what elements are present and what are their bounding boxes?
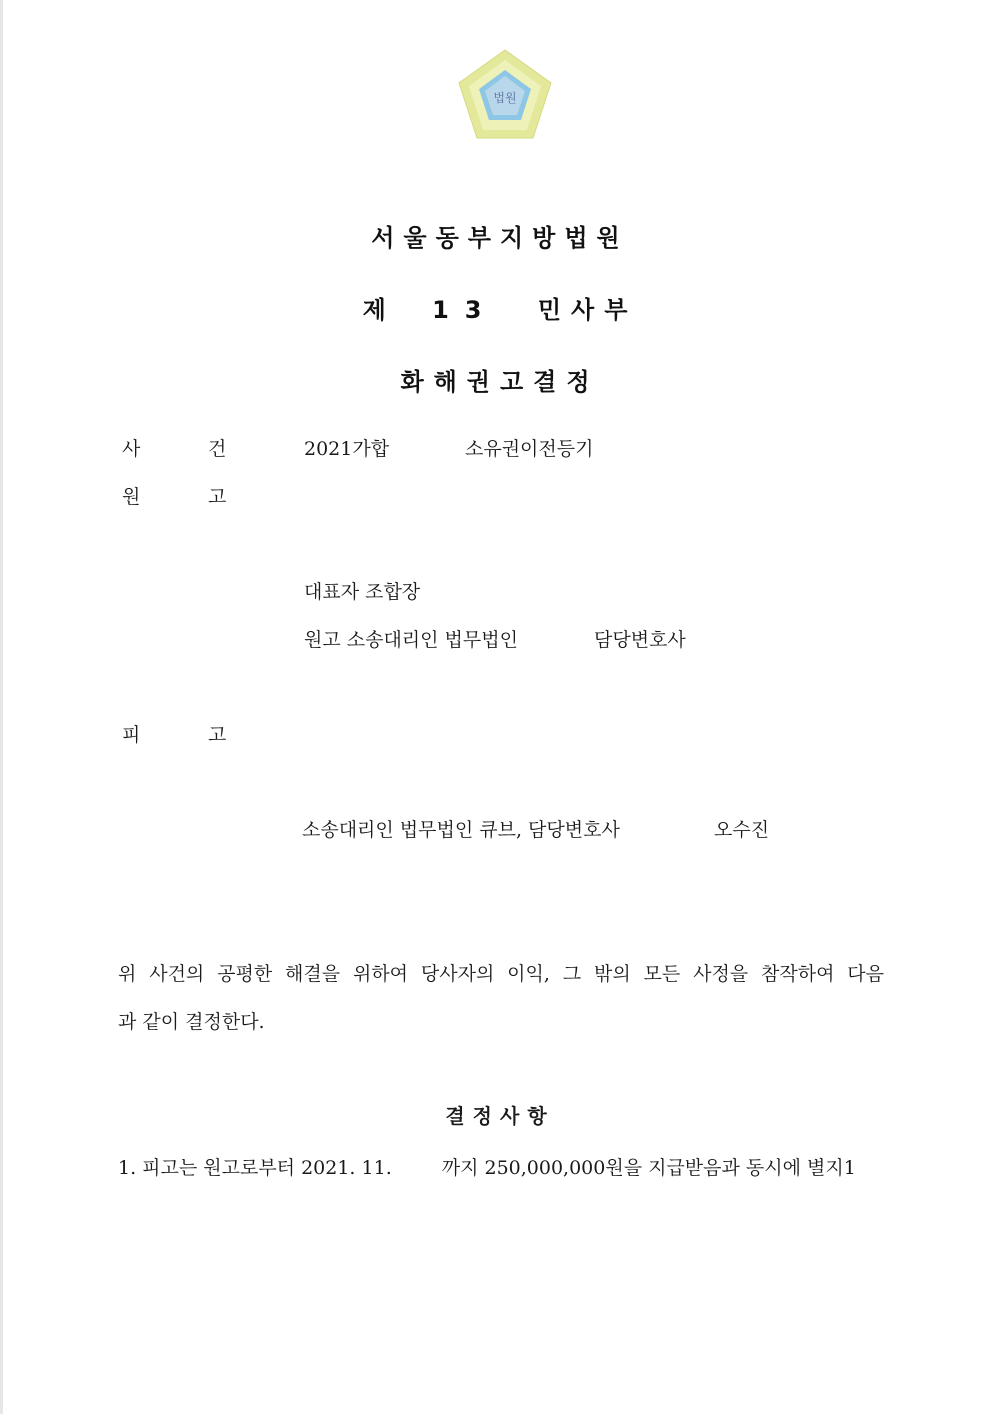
- page-left-edge: [0, 0, 3, 1414]
- defendant-counsel: 소송대리인 법무법인 큐브, 담당변호사: [302, 819, 620, 841]
- plaintiff-counsel: 원고 소송대리인 법무법인: [304, 629, 518, 651]
- case-number: 2021가합: [304, 438, 390, 460]
- division-name: 민사부: [537, 296, 638, 324]
- defendant-label-b: 고: [208, 724, 227, 746]
- case-name: 소유권이전등기: [465, 438, 594, 460]
- case-label-b: 건: [208, 438, 227, 460]
- court-name: 서울동부지방법원: [371, 224, 629, 252]
- plaintiff-representative: 대표자 조합장: [304, 581, 421, 603]
- document-title: 화해권고결정: [400, 368, 600, 396]
- division-prefix: 제: [362, 296, 386, 324]
- decision-heading: 결정사항: [445, 1104, 555, 1128]
- court-emblem-icon: [455, 46, 555, 146]
- defendant-label-a: 피: [122, 724, 141, 746]
- emblem-text: 법원: [493, 91, 517, 105]
- division-line: [0, 290, 1000, 325]
- decision-item-1: [118, 1153, 856, 1180]
- case-label-a: 사: [122, 438, 141, 460]
- body-paragraph-line-1: 위 사건의 공평한 해결을 위하여 당사자의 이익, 그 밖의 모든 사정을 참작하여 다음: [118, 963, 884, 985]
- defendant-lawyer: 오수진: [714, 819, 770, 841]
- plaintiff-label-b: 고: [208, 486, 227, 508]
- division-number: 13: [432, 296, 498, 324]
- body-paragraph-line-2: 과 같이 결정한다.: [118, 1011, 265, 1033]
- decision-item-1-part-a: 1. 피고는 원고로부터 2021. 11.: [118, 1157, 392, 1179]
- plaintiff-counsel-role: 담당변호사: [594, 629, 686, 651]
- plaintiff-label-a: 원: [122, 486, 141, 508]
- decision-item-1-part-b: 까지 250,000,000원을 지급받음과 동시에 별지1: [441, 1157, 856, 1179]
